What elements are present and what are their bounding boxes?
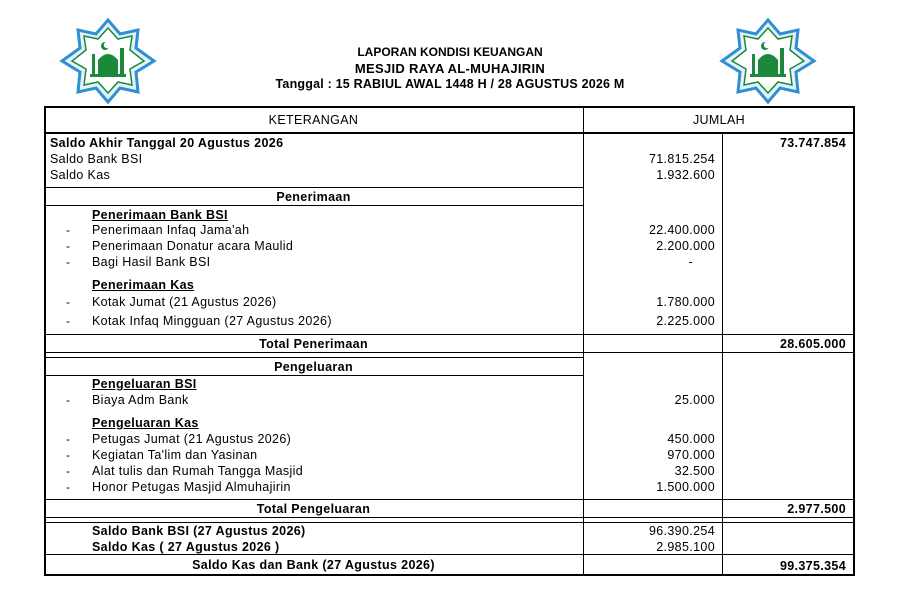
list-item-label: Petugas Jumat (21 Agustus 2026) (92, 432, 292, 446)
divider (44, 187, 583, 188)
saldo-total-label: Saldo Kas dan Bank (27 Agustus 2026) (192, 558, 435, 572)
saldo-akhir-value: 73.747.854 (779, 136, 846, 150)
divider (44, 352, 855, 353)
list-item-value: 970.000 (667, 448, 715, 462)
saldo-total-value: 99.375.354 (779, 559, 846, 573)
subsection-pengeluaran-bsi: Pengeluaran BSI (92, 377, 197, 391)
list-item-label: Penerimaan Infaq Jama'ah (92, 223, 250, 237)
list-item-label: Alat tulis dan Rumah Tangga Masjid (92, 464, 304, 478)
report-date: Tanggal : 15 RABIUL AWAL 1448 H / 28 AGUSTUS 2026 M (275, 77, 625, 91)
saldo-akhir-label: Saldo Akhir Tanggal 20 Agustus 2026 (50, 136, 284, 150)
list-item-label: Kegiatan Ta'lim dan Yasinan (92, 448, 258, 462)
saldo-bank-label: Saldo Bank BSI (50, 152, 143, 166)
list-item-value: 2.225.000 (656, 314, 715, 328)
list-item-label: Penerimaan Donatur acara Maulid (92, 239, 294, 253)
mosque-logo-icon (718, 18, 818, 104)
saldo-kas-label: Saldo Kas (50, 168, 111, 182)
bullet-dash: - (66, 393, 70, 407)
bullet-dash: - (66, 432, 70, 446)
mosque-name: MESJID RAYA AL-MUHAJIRIN (354, 61, 546, 76)
divider (44, 357, 583, 358)
mosque-logo-icon (58, 18, 158, 104)
bullet-dash: - (66, 223, 70, 237)
divider (44, 334, 855, 335)
divider (44, 517, 855, 518)
saldo-bank-value: 71.815.254 (648, 152, 715, 166)
saldo-bank-akhir-label: Saldo Bank BSI (27 Agustus 2026) (92, 524, 306, 538)
list-item-value: 32.500 (674, 464, 715, 478)
bullet-dash: - (66, 314, 70, 328)
total-pengeluaran-label: Total Pengeluaran (256, 502, 371, 516)
divider (44, 554, 855, 555)
divider (44, 205, 583, 206)
list-item-value: 22.400.000 (648, 223, 715, 237)
list-item-label: Kotak Jumat (21 Agustus 2026) (92, 295, 277, 309)
bullet-dash: - (66, 239, 70, 253)
bullet-dash: - (66, 255, 70, 269)
section-title-penerimaan: Penerimaan (276, 190, 351, 204)
total-pengeluaran-value: 2.977.500 (787, 502, 846, 516)
list-item-value: 1.780.000 (656, 295, 715, 309)
column-header-jumlah: JUMLAH (692, 113, 746, 127)
divider (44, 132, 855, 134)
saldo-kas-value: 1.932.600 (656, 168, 715, 182)
list-item-value: - (688, 255, 693, 269)
column-header-keterangan: KETERANGAN (268, 113, 359, 127)
bullet-dash: - (66, 464, 70, 478)
divider (44, 375, 583, 376)
list-item-value: 1.500.000 (656, 480, 715, 494)
saldo-bank-akhir-value: 96.390.254 (648, 524, 715, 538)
list-item-label: Biaya Adm Bank (92, 393, 189, 407)
saldo-kas-akhir-label: Saldo Kas ( 27 Agustus 2026 ) (92, 540, 280, 554)
saldo-kas-akhir-value: 2.985.100 (656, 540, 715, 554)
divider (44, 522, 855, 523)
list-item-label: Bagi Hasil Bank BSI (92, 255, 211, 269)
subsection-penerimaan-kas: Penerimaan Kas (92, 278, 195, 292)
bullet-dash: - (66, 448, 70, 462)
report-title: LAPORAN KONDISI KEUANGAN (357, 45, 543, 59)
total-penerimaan-value: 28.605.000 (779, 337, 846, 351)
subsection-penerimaan-bank: Penerimaan Bank BSI (92, 208, 228, 222)
divider (44, 499, 855, 500)
bullet-dash: - (66, 295, 70, 309)
list-item-label: Honor Petugas Masjid Almuhajirin (92, 480, 291, 494)
list-item-value: 450.000 (667, 432, 715, 446)
list-item-value: 25.000 (674, 393, 715, 407)
list-item-label: Kotak Infaq Mingguan (27 Agustus 2026) (92, 314, 332, 328)
total-penerimaan-label: Total Penerimaan (259, 337, 368, 351)
bullet-dash: - (66, 480, 70, 494)
section-title-pengeluaran: Pengeluaran (274, 360, 353, 374)
subsection-pengeluaran-kas: Pengeluaran Kas (92, 416, 199, 430)
list-item-value: 2.200.000 (656, 239, 715, 253)
